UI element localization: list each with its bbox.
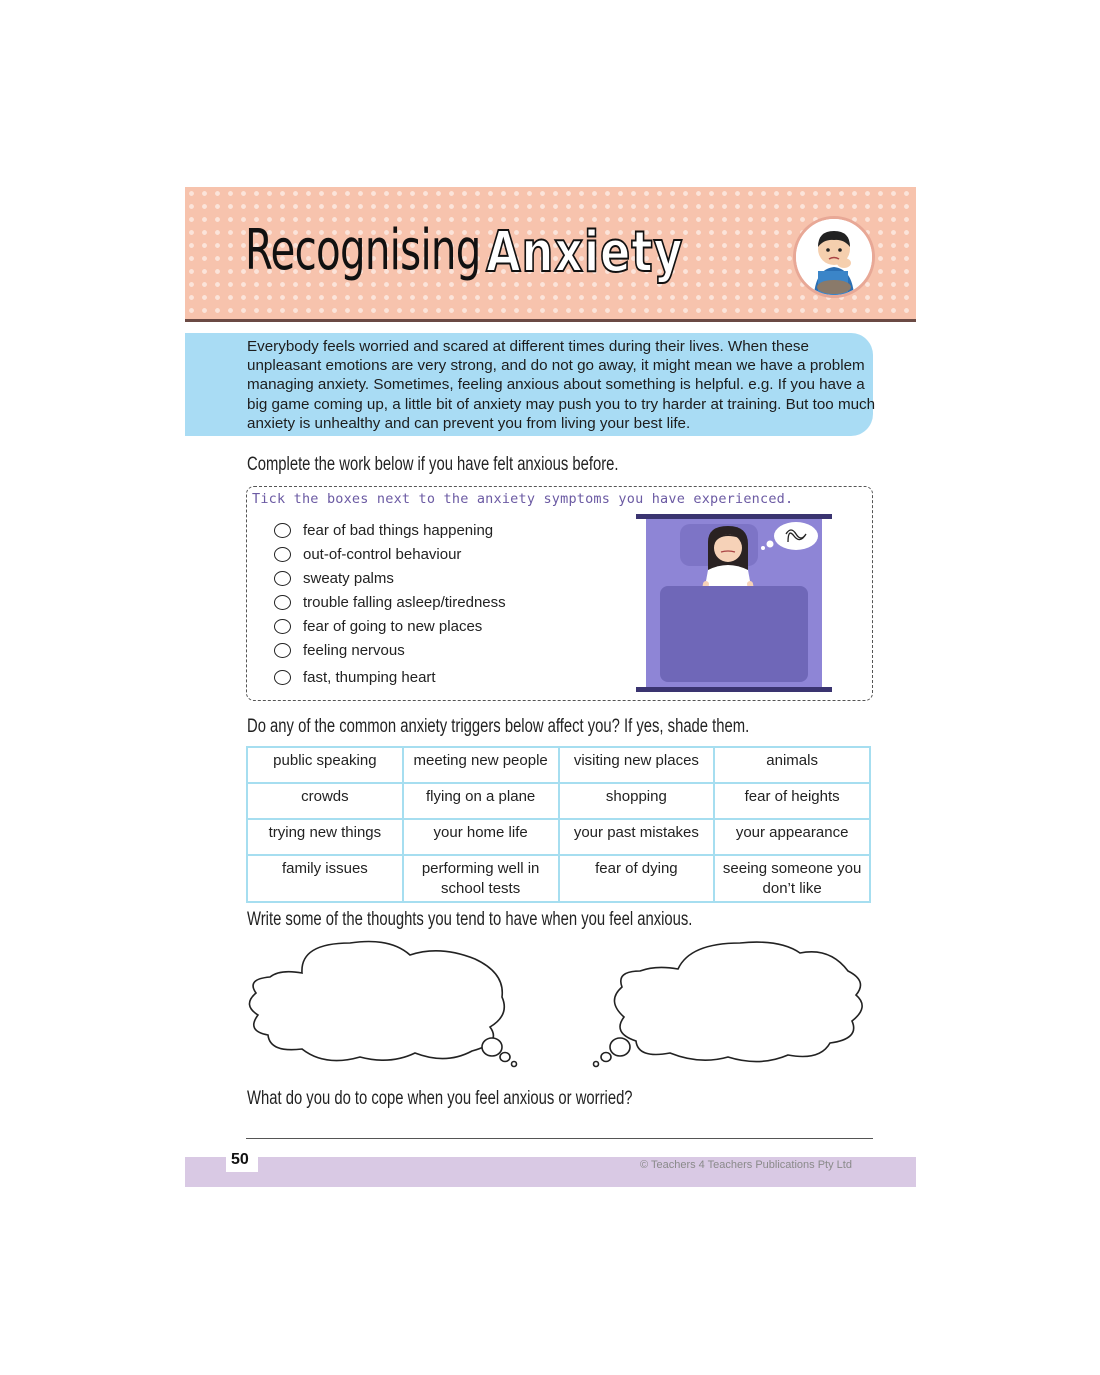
symptom-item[interactable] [274, 638, 405, 662]
trigger-cell[interactable]: visiting new places [559, 747, 715, 783]
checkbox-circle[interactable] [274, 619, 291, 634]
symptom-item[interactable] [274, 518, 493, 542]
table-row [247, 783, 870, 819]
header-divider [185, 319, 916, 322]
trigger-cell[interactable]: public speaking [247, 747, 403, 783]
triggers-table [246, 746, 871, 903]
trigger-cell[interactable]: flying on a plane [403, 783, 559, 819]
thought-cloud-icon [249, 942, 516, 1067]
girl-in-bed-illustration [636, 514, 832, 692]
trigger-cell[interactable]: your home life [403, 819, 559, 855]
trigger-cell[interactable]: seeing someone you don’t like [714, 855, 870, 902]
symptoms-heading: Complete the work below if you have felt anxious before. [247, 454, 619, 475]
trigger-cell[interactable]: trying new things [247, 819, 403, 855]
checkbox-circle[interactable] [274, 670, 291, 685]
symptom-label: fear of going to new places [303, 617, 483, 635]
symptom-label: fast, thumping heart [303, 668, 436, 686]
symptom-item[interactable] [274, 542, 461, 566]
checkbox-circle[interactable] [274, 523, 291, 538]
symptom-item[interactable] [274, 665, 436, 689]
page-number: 50 [231, 1151, 249, 1168]
symptom-item[interactable] [274, 566, 394, 590]
checkbox-circle[interactable] [274, 595, 291, 610]
trigger-cell[interactable]: fear of heights [714, 783, 870, 819]
symptom-label: sweaty palms [303, 569, 394, 587]
thought-cloud-icon [594, 942, 863, 1066]
symptom-item[interactable] [274, 614, 482, 638]
trigger-cell[interactable]: your appearance [714, 819, 870, 855]
copyright-icon: © [640, 1159, 651, 1171]
table-row [247, 819, 870, 855]
trigger-cell[interactable]: meeting new people [403, 747, 559, 783]
copyright-label: Teachers 4 Teachers Publications Pty Ltd [650, 1159, 852, 1171]
trigger-cell[interactable]: family issues [247, 855, 403, 902]
trigger-cell[interactable]: your past mistakes [559, 819, 715, 855]
trigger-cell[interactable]: animals [714, 747, 870, 783]
thought-clouds [240, 935, 870, 1075]
symptom-label: trouble falling asleep/tiredness [303, 593, 506, 611]
coping-heading: What do you do to cope when you feel anxious or worried? [247, 1088, 633, 1109]
trigger-cell[interactable]: performing well in school tests [403, 855, 559, 902]
checkbox-circle[interactable] [274, 643, 291, 658]
symptom-label: out-of-control behaviour [303, 545, 462, 563]
table-row [247, 747, 870, 783]
checkbox-circle[interactable] [274, 547, 291, 562]
tick-instruction: Tick the boxes next to the anxiety symptoms you have experienced. [252, 491, 794, 507]
checkbox-circle[interactable] [274, 571, 291, 586]
thoughts-heading: Write some of the thoughts you tend to have when you feel anxious. [247, 909, 693, 930]
trigger-cell[interactable]: fear of dying [559, 855, 715, 902]
triggers-heading: Do any of the common anxiety triggers below affect you? If yes, shade them. [247, 716, 750, 737]
table-row [247, 855, 870, 902]
page-title-part-2: Anxiety [486, 220, 684, 285]
copyright-text [640, 1159, 852, 1171]
symptom-label: fear of bad things happening [303, 521, 494, 539]
intro-paragraph: Everybody feels worried and scared at different times during their lives. When these unpleasant emotions are very strong, and do not go away, it might mean we have a problem managing anxiety. Sometimes, feeling anxious about something is helpful. e.g. If you have a big game coming up, a little bit of anxiety may push you to try harder at training. But too much anxiety is unhealthy and can prevent you from living your best life. [247, 338, 876, 432]
symptom-label: feeling nervous [303, 641, 405, 659]
trigger-cell[interactable]: shopping [559, 783, 715, 819]
answer-line[interactable] [246, 1138, 873, 1139]
trigger-cell[interactable]: crowds [247, 783, 403, 819]
worried-boy-avatar [793, 216, 875, 298]
page-title-part-1: Recognising [245, 218, 481, 283]
symptom-item[interactable] [274, 590, 506, 614]
